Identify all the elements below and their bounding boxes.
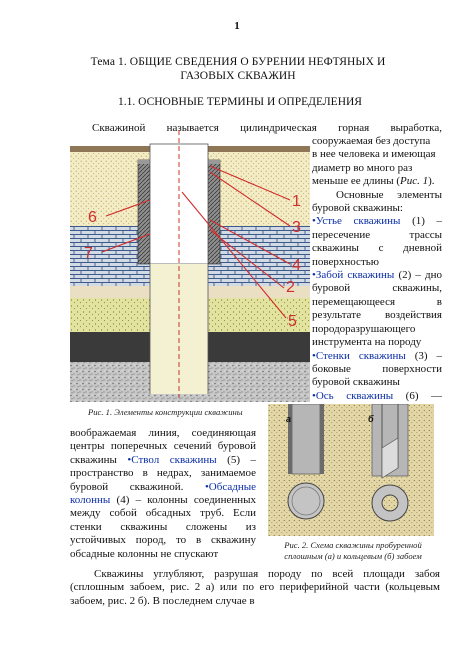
bottom-definition: (2) – дно буровой скважины, перемещающееся в результате воздействия породоразрушающего инструмента на породу bbox=[312, 269, 443, 349]
right-line-4-pre: меньше ее длины ( bbox=[312, 175, 401, 188]
right-line-3: диаметр во много раз bbox=[312, 161, 413, 174]
bottom-paragraph: Скважины углубляют, разрушая породу по всей площади забоя (сплошным забоем, рис. 2 а) или по его периферийной части (кольцевым забоем, рис. 2 б). В последнем случае в bbox=[70, 568, 440, 607]
label-b: б bbox=[368, 414, 374, 424]
left-column bbox=[70, 427, 256, 561]
axis-term-link[interactable]: •Ось скважины bbox=[312, 389, 394, 402]
casing-term-link[interactable]: •Обсадные колонны bbox=[70, 480, 256, 507]
callout-5: 5 bbox=[288, 313, 297, 330]
drilling-scheme-figure bbox=[268, 404, 434, 536]
callout-4: 4 bbox=[292, 257, 301, 274]
trunk-term-link[interactable]: •Ствол скважины bbox=[127, 453, 217, 466]
section-title: 1.1. ОСНОВНЫЕ ТЕРМИНЫ И ОПРЕДЕЛЕНИЯ bbox=[118, 96, 362, 108]
right-line-4-post: ). bbox=[428, 175, 435, 188]
figure-1-caption: Рис. 1. Элементы конструкции скважины bbox=[88, 407, 243, 417]
callout-3: 3 bbox=[292, 219, 301, 236]
label-a: а bbox=[286, 414, 292, 424]
term-axis bbox=[312, 390, 442, 403]
right-line-2: в нее человека и имеющая bbox=[312, 148, 436, 161]
callout-7: 7 bbox=[84, 245, 93, 262]
callout-2: 2 bbox=[286, 279, 295, 296]
right-line-1: сооружаемая без доступа bbox=[312, 135, 431, 147]
axis-definition-continued: воображаемая линия, соединяющая центры поперечных сечений буровой скважины bbox=[70, 427, 256, 466]
definition-first-line: Скважиной называется цилиндрическая горная выработка, bbox=[92, 122, 442, 134]
walls-term-link[interactable]: •Стенки скважины bbox=[312, 349, 406, 362]
mouth-definition: (1) – пересечение трассы скважины с дневной поверхностью bbox=[312, 215, 443, 268]
page-number: 1 bbox=[234, 20, 240, 32]
axis-definition: (6) — bbox=[405, 389, 442, 402]
right-column bbox=[312, 135, 442, 403]
callout-6: 6 bbox=[88, 209, 97, 226]
figure-1-reference[interactable]: Рис. 1 bbox=[400, 175, 429, 188]
callout-1: 1 bbox=[292, 193, 301, 210]
casing-definition: (4) – колонны соединенных между собой обсадных труб. Если стенки скважины сложены из устойчивых пород, то в скважину обсадные колонны не спускают bbox=[70, 494, 257, 560]
term-walls bbox=[312, 350, 442, 390]
bottom-term-link[interactable]: •Забой скважины bbox=[312, 269, 395, 282]
walls-definition: (3) – боковые поверхности буровой скважины bbox=[312, 349, 443, 389]
mouth-term-link[interactable]: •Устье скважины bbox=[312, 215, 401, 228]
elements-intro: Основные элементы буровой скважины: bbox=[312, 188, 442, 215]
figure-2-caption: Рис. 2. Схема скважины пробуренной сплошным (а) и кольцевым (б) забоем bbox=[284, 540, 422, 561]
trunk-definition: (5) – пространство в недрах, занимаемое буровой скважиной. bbox=[70, 453, 256, 493]
well-structure-figure bbox=[70, 130, 310, 402]
term-bottom bbox=[312, 269, 442, 349]
term-mouth bbox=[312, 215, 442, 269]
right-line-4 bbox=[312, 175, 442, 188]
chapter-title: Тема 1. ОБЩИЕ СВЕДЕНИЯ О БУРЕНИИ НЕФТЯНЫХ И ГАЗОВЫХ СКВАЖИН bbox=[90, 56, 386, 82]
